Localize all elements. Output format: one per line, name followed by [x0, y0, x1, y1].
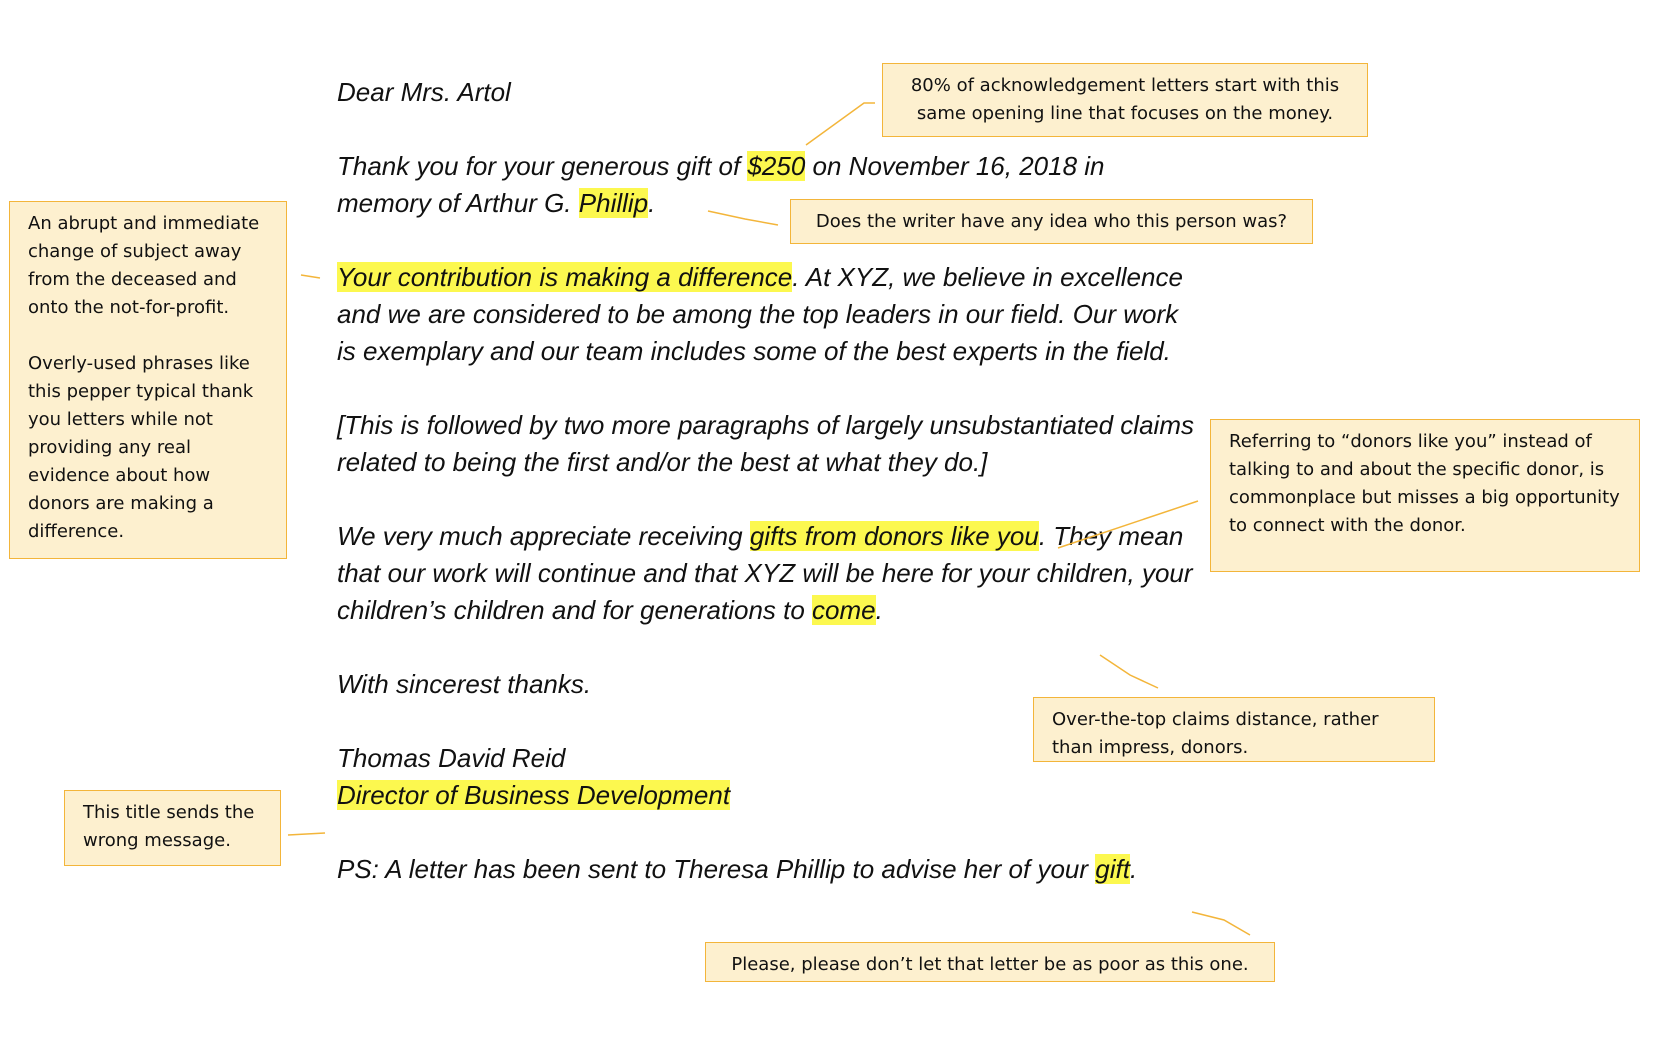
gift-text-middle: on November 16, 2018 in memory of Arthur G.	[337, 151, 1105, 218]
ps-text-start: PS: A letter has been sent to Theresa Phillip to advise her of your	[337, 854, 1096, 884]
ps-text-end: .	[1129, 854, 1138, 884]
annotation-overused-phrases-text: Overly-used phrases like this pepper typical thank you letters while not providing any real evidence about how donors are making a difference.	[28, 353, 254, 542]
annotation-who-person-text: Does the writer have any idea who this person was?	[815, 211, 1288, 232]
annotation-abrupt-change	[9, 201, 287, 559]
annotation-ps-letter-text: Please, please don’t let that letter be as poor as this one.	[731, 954, 1249, 975]
gift-text-end: .	[648, 188, 656, 218]
annotation-over-the-top-text: Over-the-top claims distance, rather than impress, donors.	[1052, 709, 1379, 758]
donors-text-middle: . They mean that our work will continue and that XYZ will be here for your children, your children’s children and for generations to	[337, 521, 1193, 625]
annotation-title-message-text: This title sends the wrong message.	[83, 802, 255, 851]
annotation-donors-like-you-text: Referring to “donors like you” instead of talking to and about the specific donor, is commonplace but misses a big opportunity to connect with the donor.	[1229, 431, 1620, 536]
annotation-opening-line	[882, 63, 1368, 137]
signer-name: Thomas David Reid	[337, 743, 566, 773]
signer-title	[337, 777, 1197, 814]
annotation-abrupt-change-text: An abrupt and immediate change of subject away from the deceased and onto the not-for-profit.	[28, 213, 260, 318]
paragraph-bracket-note: [This is followed by two more paragraphs of largely unsubstantiated claims related to being the first and/or the best at what they do.]	[337, 410, 1194, 477]
highlight-come: come	[812, 595, 876, 625]
annotation-over-the-top	[1033, 697, 1435, 762]
highlight-donors-like-you: gifts from donors like you	[749, 521, 1039, 551]
connector-ps-letter	[1192, 912, 1250, 935]
annotation-who-person	[790, 199, 1313, 244]
paragraph-contribution	[337, 259, 1197, 370]
postscript	[337, 851, 1197, 888]
annotation-opening-line-text: 80% of acknowledgement letters start with this same opening line that focuses on the money.	[910, 75, 1340, 124]
annotation-ps-letter	[705, 942, 1275, 982]
salutation: Dear Mrs. Artol	[337, 77, 511, 107]
highlight-name: Phillip	[578, 188, 649, 218]
gift-text-start: Thank you for your generous gift of	[337, 151, 748, 181]
contribution-text: . At XYZ, we believe in excellence and we are considered to be among the top leaders in our field. Our work is exemplary and our team includes some of the best experts in the field.	[337, 262, 1183, 366]
closing: With sincerest thanks.	[337, 669, 592, 699]
donors-text-start: We very much appreciate receiving	[337, 521, 750, 551]
connector-title-message	[288, 833, 325, 835]
highlight-signer-title: Director of Business Development	[337, 780, 731, 810]
highlight-contribution: Your contribution is making a difference	[337, 262, 793, 292]
paragraph-donors	[337, 518, 1197, 629]
annotation-donors-like-you	[1210, 419, 1640, 572]
donors-text-end: .	[875, 595, 883, 625]
highlight-gift: gift	[1095, 854, 1130, 884]
annotation-title-message	[64, 790, 281, 866]
highlight-amount: $250	[747, 151, 806, 181]
connector-abrupt-change	[301, 275, 320, 278]
